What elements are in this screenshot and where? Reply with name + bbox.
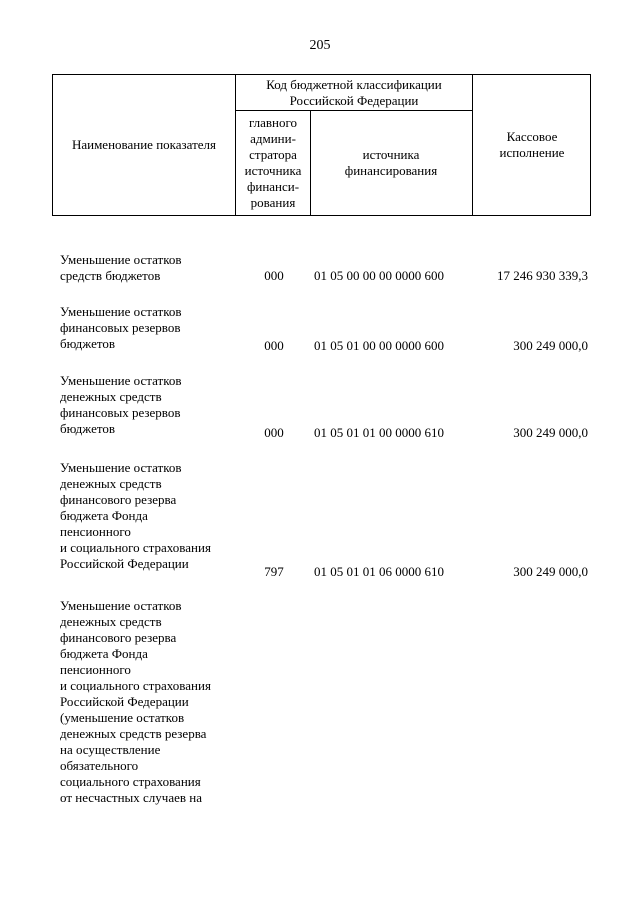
row-amount: 300 249 000,0 bbox=[513, 338, 588, 353]
row-name: Уменьшение остатков средств бюджетов bbox=[60, 252, 182, 283]
row-admin-code: 000 bbox=[264, 425, 284, 440]
row-name: Уменьшение остатков денежных средств финансовых резервов бюджетов bbox=[60, 373, 182, 436]
header-col-source: источника финансирования bbox=[344, 147, 438, 178]
header-divider-amount bbox=[472, 74, 473, 216]
row-source-code: 01 05 01 01 06 0000 610 bbox=[314, 564, 444, 579]
header-divider-name bbox=[235, 74, 236, 216]
row-source-code: 01 05 01 00 00 0000 600 bbox=[314, 338, 444, 353]
row-amount: 300 249 000,0 bbox=[513, 425, 588, 440]
row-name: Уменьшение остатков финансовых резервов бюджетов bbox=[60, 304, 182, 351]
row-admin-code: 797 bbox=[264, 564, 284, 579]
row-amount: 17 246 930 339,3 bbox=[497, 268, 588, 283]
row-name: Уменьшение остатков денежных средств финансового резерва бюджета Фонда пенсионного и социального страхования Российской Федерации (уменьшение остатков денежных средств резерва на осуществление обязательного социального страхования от несчастных случаев на bbox=[60, 598, 211, 805]
page-number: 205 bbox=[309, 38, 331, 53]
header-col-admin: главного админи-стратора источника финанси-рования bbox=[244, 115, 302, 210]
row-source-code: 01 05 00 00 00 0000 600 bbox=[314, 268, 444, 283]
header-border-left bbox=[52, 74, 53, 216]
row-admin-code: 000 bbox=[264, 338, 284, 353]
header-code-group: Код бюджетной классификации Российской Федерации bbox=[266, 77, 442, 108]
row-source-code: 01 05 01 01 00 0000 610 bbox=[314, 425, 444, 440]
table-header bbox=[52, 74, 591, 216]
header-col-amount: Кассовое исполнение bbox=[499, 129, 565, 160]
header-divider-sub bbox=[310, 110, 311, 216]
row-admin-code: 000 bbox=[264, 268, 284, 283]
row-amount: 300 249 000,0 bbox=[513, 564, 588, 579]
header-col-name: Наименование показателя bbox=[71, 137, 217, 152]
header-border-right bbox=[590, 74, 591, 216]
row-name: Уменьшение остатков денежных средств финансового резерва бюджета Фонда пенсионного и социального страхования Российской Федерации bbox=[60, 460, 211, 571]
